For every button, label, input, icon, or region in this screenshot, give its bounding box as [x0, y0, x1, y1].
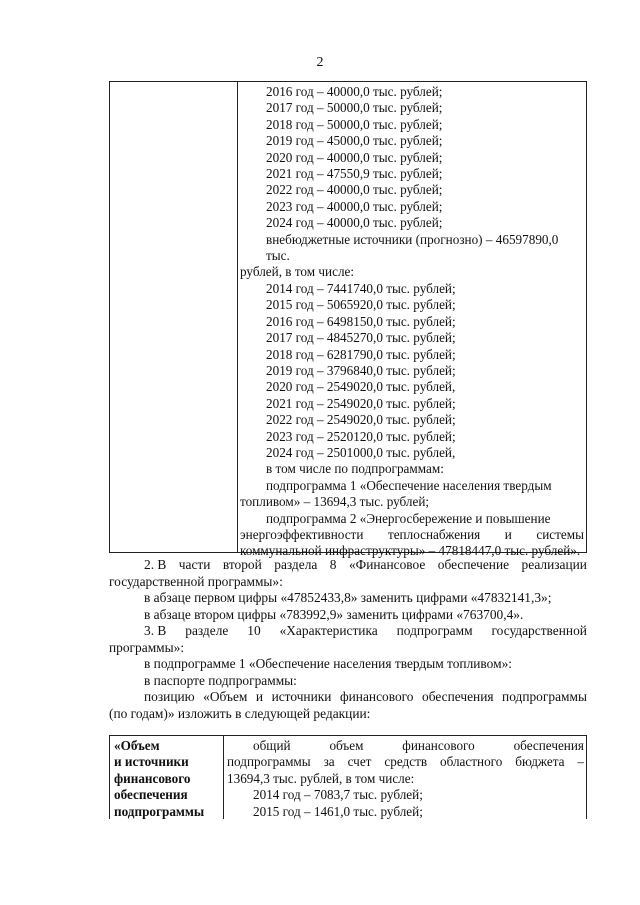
year-line: 2018 год – 50000,0 тыс. рублей;	[266, 116, 443, 132]
year-line: 2023 год – 2520120,0 тыс. рублей;	[266, 428, 456, 444]
table-column-divider	[237, 82, 238, 552]
justified-word: системы	[536, 526, 584, 542]
justified-word: обеспечения	[513, 738, 584, 753]
item-2-heading	[109, 557, 587, 574]
justified-word: «Объем	[203, 689, 248, 704]
year-line: 2024 год – 40000,0 тыс. рублей;	[266, 215, 443, 231]
justified-word: подпрограмм	[396, 623, 473, 638]
item-3-paragraph-b: в паспорте подпрограммы:	[144, 672, 297, 688]
position-title-line: подпрограммы	[114, 803, 205, 819]
extrabudget-years	[240, 281, 584, 461]
passport-table-continuation	[109, 81, 587, 559]
year-line: 2016 год – 40000,0 тыс. рублей;	[266, 84, 443, 99]
item-3-paragraph-a: в подпрограмме 1 «Обеспечение населения твердым топливом»:	[144, 656, 512, 671]
year-line: 2024 год – 2501000,0 тыс. рублей,	[266, 444, 456, 460]
year-line: 2021 год – 2549020,0 тыс. рублей;	[266, 395, 456, 411]
total-funding-line3: 13694,3 тыс. рублей, в том числе:	[227, 770, 415, 786]
subprogram-2-line3: коммунальной инфраструктуры» – 47818447,0 тыс. рублей».	[240, 543, 581, 559]
justified-word: второй	[222, 557, 262, 572]
subprogram-2-line1: подпрограмма 2 «Энергосбережение и повышение	[266, 510, 551, 526]
funding-cell	[240, 84, 584, 560]
justified-word: источники	[271, 689, 332, 704]
year-line: 2017 год – 4845270,0 тыс. рублей;	[266, 330, 456, 346]
item-2-paragraph-a: в абзаце первом цифры «47852433,8» заменить цифрами «47832141,3»;	[144, 590, 552, 605]
position-title-line: обеспечения	[114, 787, 188, 803]
page-number: 2	[316, 55, 324, 70]
justified-word: обеспечения	[422, 689, 494, 704]
item-3-heading-cont: программы»:	[109, 639, 185, 655]
justified-word: энергоэффективности	[240, 526, 364, 542]
year-line: 2018 год – 6281790,0 тыс. рублей;	[266, 346, 456, 362]
year-line: 2019 год – 45000,0 тыс. рублей;	[266, 133, 443, 149]
justified-word: государственной	[491, 623, 587, 638]
extrabudget-heading-cont: рублей, в том числе:	[240, 264, 355, 280]
total-funding-line1	[227, 738, 584, 754]
position-title-line: финансового	[114, 770, 191, 786]
justified-word: 3. В	[144, 623, 167, 638]
item-3-paragraph-c-cont: (по годам)» изложить в следующей редакции:	[109, 705, 371, 721]
year-line: 2021 год – 47550,9 тыс. рублей;	[266, 166, 443, 182]
justified-word: «Характеристика	[279, 623, 378, 638]
amendments-text	[109, 557, 587, 722]
justified-word: части	[178, 557, 211, 572]
justified-word: средств	[384, 754, 428, 770]
justified-word: объем	[329, 738, 364, 753]
year-line: 2014 год – 7441740,0 тыс. рублей;	[266, 280, 456, 296]
regional-budget-years	[240, 84, 584, 232]
year-line: 2020 год – 40000,0 тыс. рублей;	[266, 149, 443, 165]
justified-word: общий	[253, 738, 291, 753]
year-line: 2020 год – 2549020,0 тыс. рублей,	[266, 379, 456, 395]
position-title-cell	[114, 738, 220, 819]
item-3-paragraph-c	[109, 689, 587, 706]
justified-word: подпрограммы	[227, 754, 311, 770]
justified-word: 10	[247, 623, 261, 638]
position-title-line: «Объем	[114, 738, 160, 753]
justified-word: подпрограммы	[502, 689, 587, 704]
justified-word: 2. В	[144, 557, 167, 572]
justified-word: –	[577, 754, 584, 770]
year-2014-line: 2014 год – 7083,7 тыс. рублей;	[253, 787, 423, 803]
justified-word: реализации	[521, 557, 587, 572]
year-line: 2016 год – 6498150,0 тыс. рублей;	[266, 313, 456, 329]
justified-word: финансового	[339, 689, 414, 704]
item-3-heading	[109, 623, 587, 640]
extrabudget-heading: внебюджетные источники (прогнозно) – 46597890,0 тыс.	[266, 231, 559, 264]
year-line: 2022 год – 40000,0 тыс. рублей;	[266, 182, 443, 198]
justified-word: теплоснабжения	[387, 526, 481, 542]
year-line: 2019 год – 3796840,0 тыс. рублей;	[266, 362, 456, 378]
new-passport-table	[109, 735, 587, 819]
position-title-line: и источники	[114, 754, 189, 770]
year-line: 2015 год – 5065920,0 тыс. рублей;	[266, 297, 456, 313]
subprogram-2-line2	[240, 527, 584, 543]
justified-word: обеспечение	[437, 557, 510, 572]
justified-word: раздела	[274, 557, 318, 572]
subprogram-1-line1: подпрограмма 1 «Обеспечение населения твердым	[266, 477, 552, 493]
year-line: 2017 год – 50000,0 тыс. рублей;	[266, 100, 443, 116]
item-2-heading-cont: государственной программы»:	[109, 573, 283, 589]
justified-word: счет	[347, 754, 372, 770]
justified-word: позицию	[144, 689, 195, 704]
justified-word: финансового	[402, 738, 475, 753]
justified-word: «Финансовое	[348, 557, 426, 572]
table-column-divider	[223, 736, 224, 819]
total-funding-line2	[227, 754, 584, 770]
justified-word: разделе	[185, 623, 229, 638]
position-value-cell	[227, 738, 584, 819]
subprograms-intro: в том числе по подпрограммам:	[266, 461, 444, 477]
justified-word: 8	[329, 557, 337, 572]
year-line: 2022 год – 2549020,0 тыс. рублей;	[266, 412, 456, 428]
justified-word: областного	[440, 754, 503, 770]
year-2015-line: 2015 год – 1461,0 тыс. рублей;	[253, 803, 423, 819]
justified-word: бюджета	[515, 754, 565, 770]
subprogram-1-line2: топливом» – 13694,3 тыс. рублей;	[240, 494, 430, 510]
year-line: 2023 год – 40000,0 тыс. рублей;	[266, 198, 443, 214]
justified-word: и	[255, 689, 264, 704]
justified-word: и	[504, 526, 512, 542]
justified-word: за	[323, 754, 335, 770]
item-2-paragraph-b: в абзаце втором цифры «783992,9» заменить цифрами «763700,4».	[144, 606, 524, 622]
